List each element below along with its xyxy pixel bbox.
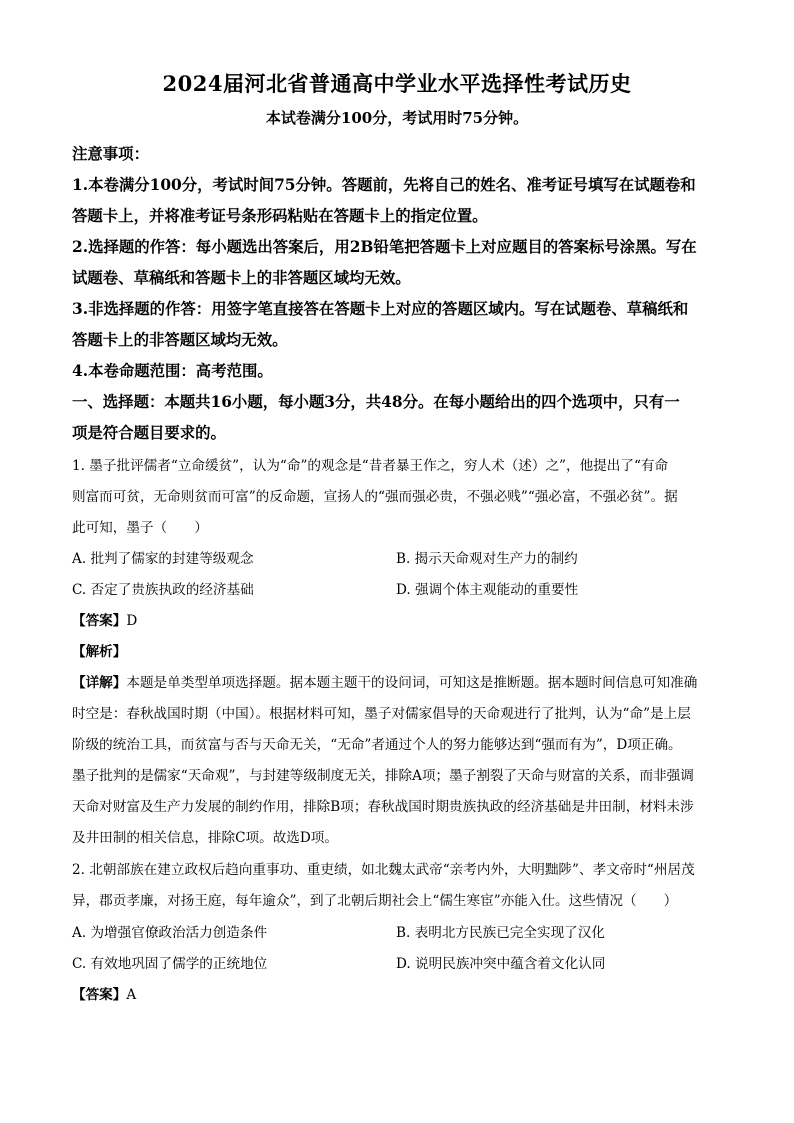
answer-value: A <box>126 987 137 1003</box>
detail-text: 本题是单类型单项选择题。据本题主题干的设问词，可知这是推断题。据本题时间信息可知准确 <box>126 675 698 691</box>
answer-tag: 【答案】 <box>72 987 127 1003</box>
section-heading: 一、选择题：本题共16小题，每小题3分，共48分。在每小题给出的四个选项中，只有一 <box>72 393 680 411</box>
q2-stem-line: 异，郡贡孝廉，对扬王庭，每年逾众”，到了北朝后期社会上“儒生寒宦”亦能入仕。这些情况（ ） <box>72 893 678 909</box>
notes-heading: 注意事项： <box>72 145 149 163</box>
q1-detail-line <box>72 671 732 691</box>
q1-detail-line: 墨子批判的是儒家“天命观”，与封建等级制度无关，排除A项；墨子割裂了天命与财富的关系，而非强调 <box>72 768 694 784</box>
q2-option-b: B. 表明北方民族已完全实现了汉化 <box>396 925 605 941</box>
answer-value: D <box>126 613 138 629</box>
q2-option-c: C. 有效地巩固了儒学的正统地位 <box>72 956 268 972</box>
q2-option-d: D. 说明民族冲突中蕴含着文化认同 <box>396 956 606 972</box>
page-title: 2024届河北省普通高中学业水平选择性考试历史 <box>162 71 632 96</box>
notes-line: 4.本卷命题范围：高考范围。 <box>72 362 273 380</box>
answer-tag: 【答案】 <box>72 613 127 629</box>
notes-line: 试题卷、草稿纸和答题卡上的非答题区域均无效。 <box>72 269 411 287</box>
notes-line: 3.非选择题的作答：用签字笔直接答在答题卡上对应的答题区域内。写在试题卷、草稿纸和 <box>72 300 689 318</box>
q1-detail-line: 天命对财富及生产力发展的制约作用，排除B项；春秋战国时期贵族执政的经济基础是井田制，材料未涉 <box>72 799 694 815</box>
notes-line: 答题卡上的非答题区域均无效。 <box>72 331 288 349</box>
q1-detail-line: 阶级的统治工具，而贫富与否与天命无关，“无命”者通过个人的努力能够达到“强而有为”，D项正确。 <box>72 737 682 753</box>
q1-analysis-tag <box>72 640 732 660</box>
q1-option-d: D. 强调个体主观能动的重要性 <box>396 582 579 598</box>
q1-option-a: A. 批判了儒家的封建等级观念 <box>72 551 254 567</box>
q1-option-c: C. 否定了贵族执政的经济基础 <box>72 582 254 598</box>
q1-detail-line: 时空是：春秋战国时期（中国）。根据材料可知，墨子对儒家倡导的天命观进行了批判，认为“命”是上层 <box>72 706 691 722</box>
section-heading: 项是符合题目要求的。 <box>72 424 226 442</box>
analysis-tag: 【解析】 <box>72 644 127 660</box>
q1-stem-line: 此可知，墨子（ ） <box>72 520 208 536</box>
q2-stem-line: 2. 北朝部族在建立政权后趋向重事功、重吏绩，如北魏太武帝“亲考内外，大明黜陟”、孝文帝时“州居茂 <box>72 862 695 878</box>
page-subtitle: 本试卷满分100分，考试用时75分钟。 <box>265 109 529 127</box>
notes-line: 1.本卷满分100分，考试时间75分钟。答题前，先将自己的姓名、准考证号填写在试题卷和 <box>72 176 696 194</box>
q1-answer <box>72 609 732 629</box>
q1-option-b: B. 揭示天命观对生产力的制约 <box>396 551 578 567</box>
q1-detail-line: 及井田制的相关信息，排除C项。故选D项。 <box>72 830 338 846</box>
notes-line: 答题卡上，并将准考证号条形码粘贴在答题卡上的指定位置。 <box>72 207 488 225</box>
q1-stem-line: 1. 墨子批评儒者“立命缓贫”，认为“命”的观念是“昔者暴王作之，穷人术（述）之”，他提出了“有命 <box>72 458 669 474</box>
q1-stem-line: 则富而可贫，无命则贫而可富”的反命题，宣扬人的“强而强必贵，不强必贱”“强必富，不强必贫”。据 <box>72 489 678 505</box>
q2-answer <box>72 983 732 1003</box>
notes-line: 2.选择题的作答：每小题选出答案后，用2B铅笔把答题卡上对应题目的答案标号涂黑。写在 <box>72 238 697 256</box>
detail-tag: 【详解】 <box>72 675 127 691</box>
q2-option-a: A. 为增强官僚政治活力创造条件 <box>72 925 268 941</box>
